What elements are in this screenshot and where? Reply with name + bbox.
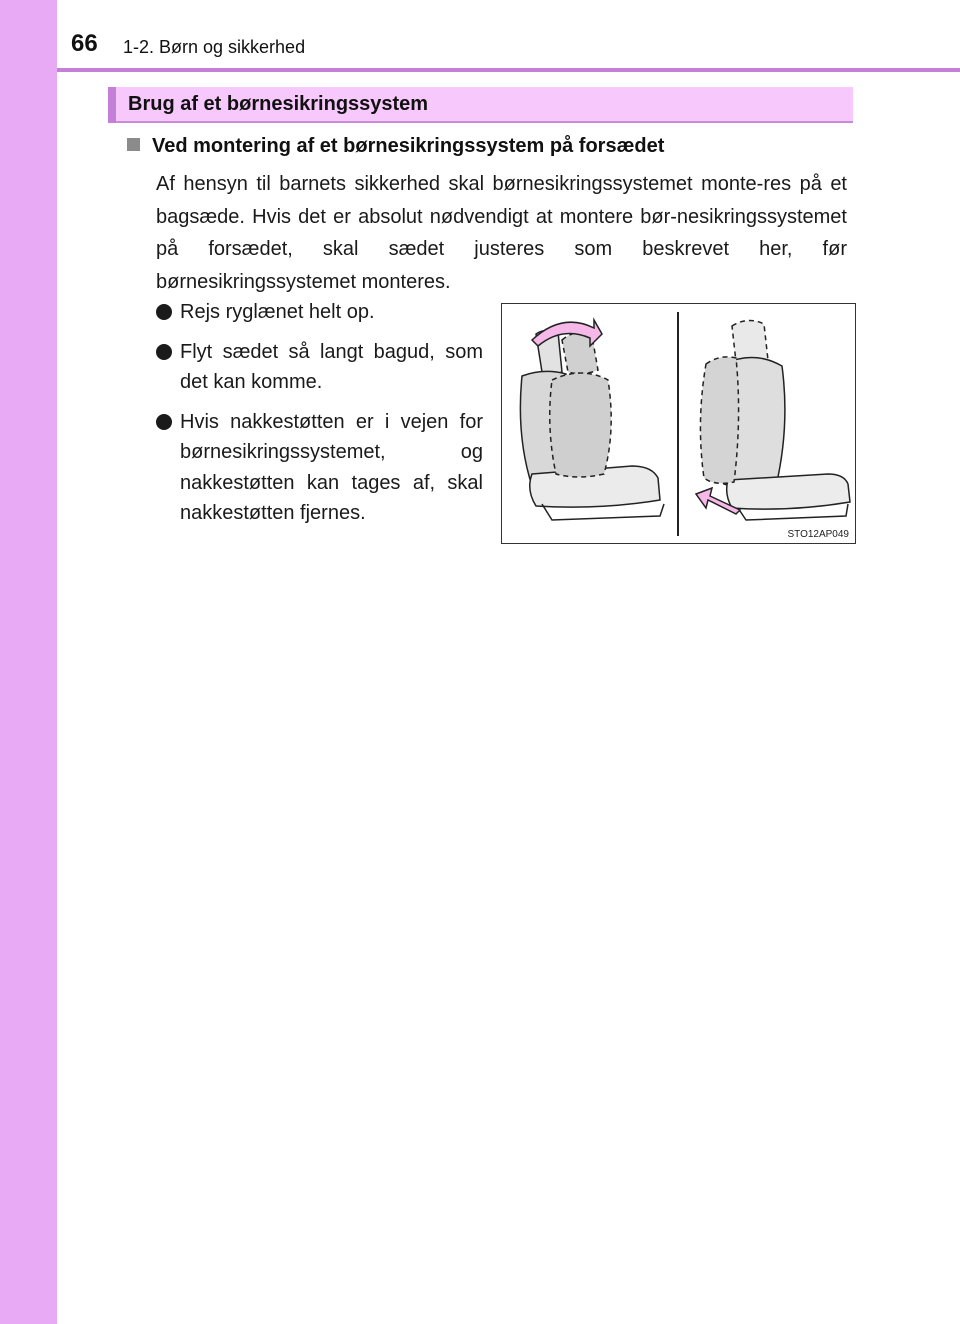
right-seat-icon [700, 320, 850, 520]
bullet-list [156, 297, 483, 538]
list-item [156, 297, 483, 328]
seat-adjustment-illustration [501, 303, 856, 544]
list-item [156, 407, 483, 529]
list-item [156, 337, 483, 398]
left-seat-icon [520, 330, 664, 520]
bullet-dot-icon [156, 344, 172, 360]
section-heading-box [108, 87, 853, 123]
header-rule [57, 68, 960, 72]
figure-code: STO12AP049 [787, 529, 849, 540]
side-color-band [0, 0, 57, 1324]
square-bullet-icon [127, 138, 140, 151]
seat-illustration-svg [502, 304, 855, 543]
bullet-dot-icon [156, 304, 172, 320]
page-number: 66 [71, 30, 98, 57]
subheading-text: Ved montering af et børnesikringssystem på forsædet [152, 135, 665, 157]
chapter-title: 1-2. Børn og sikkerhed [123, 37, 306, 57]
bullet-dot-icon [156, 414, 172, 430]
body-paragraph: Af hensyn til barnets sikkerhed skal børnesikringssystemet monte-res på et bagsæde. Hvis det er absolut nødvendigt at montere bør-nesikringssystemet på forsædet, skal sædet justeres som beskrevet her, før børnesikringssystemet monteres. [156, 173, 847, 293]
list-item-text: Hvis nakkestøtten er i vejen for børnesikringssystemet, og nakkestøtten kan tages af, skal nakkestøtten fjernes. [180, 410, 483, 524]
section-title: Brug af et børnesikringssystem [128, 93, 429, 115]
subheading [127, 135, 664, 158]
list-item-text: Rejs ryglænet helt op. [180, 301, 375, 323]
list-item-text: Flyt sædet så langt bagud, som det kan komme. [180, 340, 483, 393]
section-accent-bar [108, 87, 116, 123]
